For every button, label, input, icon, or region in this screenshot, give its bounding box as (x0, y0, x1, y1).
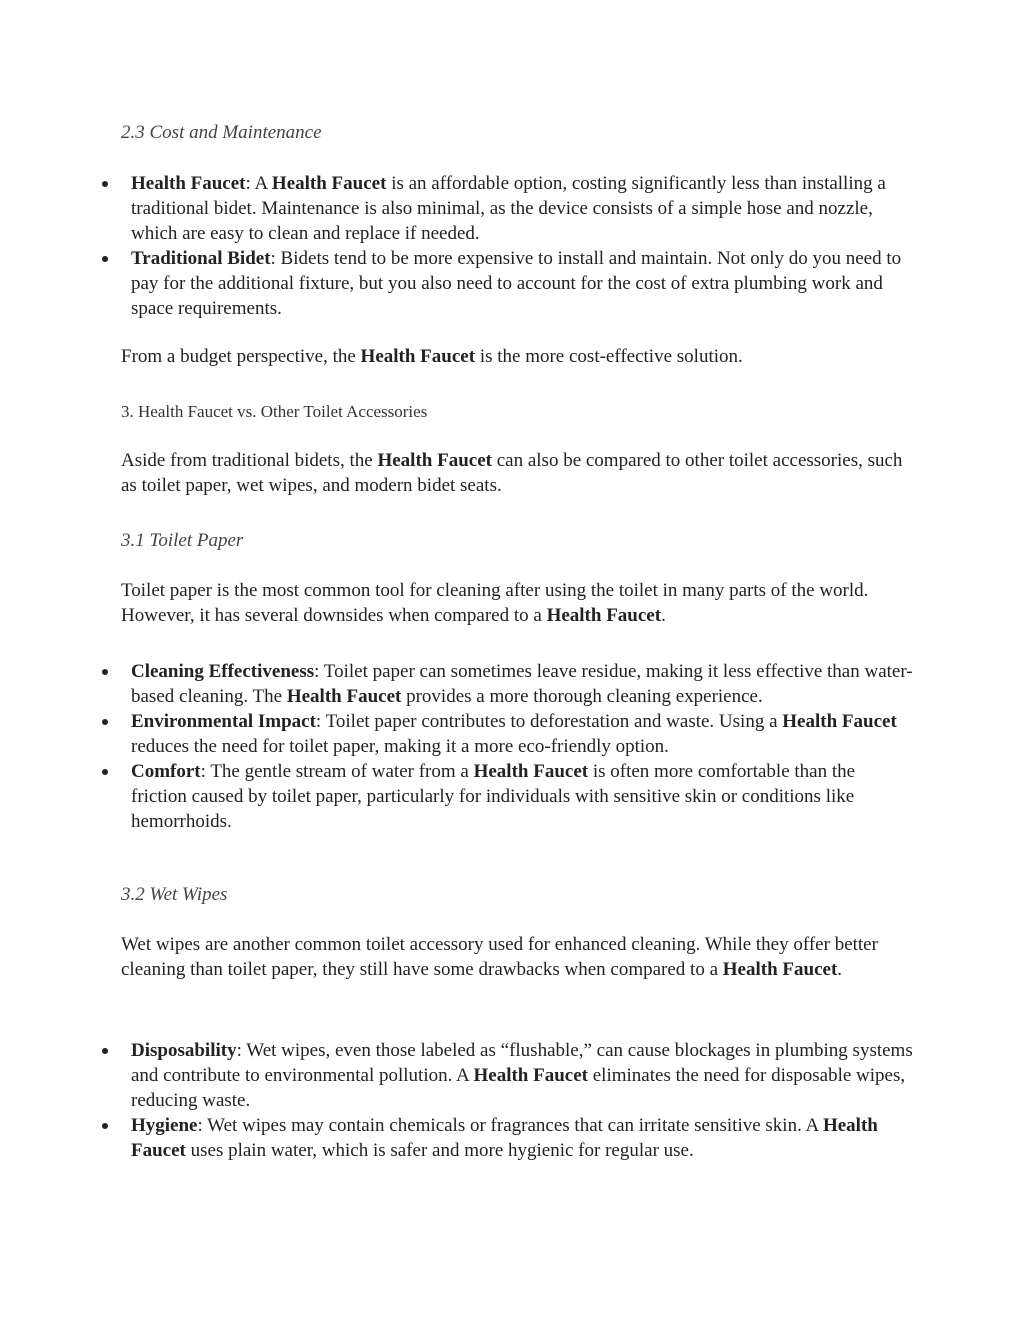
budget-paragraph (121, 344, 911, 369)
bullet-icon (102, 1123, 108, 1129)
term-bold: Health Faucet (722, 959, 838, 980)
term-bold: Health Faucet (377, 450, 492, 471)
term-bold: Health Faucet (473, 761, 589, 782)
toilet-paper-paragraph (121, 578, 911, 628)
heading-wet-wipes: 3.2 Wet Wipes (121, 884, 228, 905)
list-item (100, 246, 915, 321)
term: Health Faucet (131, 173, 246, 194)
term-bold: Health Faucet (782, 711, 897, 732)
bullet-icon (102, 181, 108, 187)
bullet-icon (102, 719, 108, 725)
text: Wet wipes are another common toilet accessory used for enhanced cleaning. While they offer better cleaning than toilet paper, they still have some drawbacks when compared to a (121, 934, 878, 980)
text: . (661, 605, 666, 626)
list-item (100, 1113, 915, 1163)
text: : Wet wipes may contain chemicals or fragrances that can irritate sensitive skin. A (197, 1115, 823, 1136)
text: : Toilet paper contributes to deforestation and waste. Using a (315, 711, 783, 732)
text: : Wet wipes, even those labeled as “flushable,” can cause blockages in plumbing systems and contribute to environmental pollution. A (131, 1040, 913, 1086)
term: Environmental Impact (131, 711, 316, 732)
term: Cleaning Effectiveness (131, 661, 315, 682)
bullet-icon (102, 256, 108, 262)
bullet-icon (102, 669, 108, 675)
text: provides a more thorough cleaning experience. (401, 686, 763, 707)
list-item (100, 709, 915, 759)
bullet-icon (102, 1048, 108, 1054)
text: uses plain water, which is safer and more hygienic for regular use. (185, 1140, 694, 1161)
toilet-paper-list (100, 659, 915, 834)
text: eliminates the need for disposable wipes, reducing waste. (131, 1065, 906, 1111)
heading-toilet-paper: 3.1 Toilet Paper (121, 530, 244, 551)
text: is the more cost-effective solution. (475, 346, 743, 367)
text: can also be compared to other toilet accessories, such as toilet paper, wet wipes, and modern bidet seats. (121, 450, 903, 496)
text: is an affordable option, costing significantly less than installing a traditional bidet. Maintenance is also minimal, as the device consists of a simple hose and nozzle, which are easy to clean and replace if needed. (131, 173, 886, 244)
wet-wipes-paragraph (121, 932, 911, 982)
text: is often more comfortable than the friction caused by toilet paper, particularly for individuals with sensitive skin or conditions like hemorrhoids. (131, 761, 856, 832)
list-item (100, 1038, 915, 1113)
text: : A (245, 173, 272, 194)
text: reduces the need for toilet paper, making it a more eco-friendly option. (131, 736, 669, 757)
term-bold: Health Faucet (131, 1115, 878, 1161)
cost-list (100, 171, 915, 321)
bullet-icon (102, 769, 108, 775)
list-item (100, 759, 915, 834)
wet-wipes-list (100, 1038, 915, 1163)
term: Traditional Bidet (131, 248, 271, 269)
text: Aside from traditional bidets, the (121, 450, 378, 471)
term-bold: Health Faucet (271, 173, 387, 194)
text: : The gentle stream of water from a (200, 761, 474, 782)
term-bold: Health Faucet (360, 346, 476, 367)
text: : Bidets tend to be more expensive to install and maintain. Not only do you need to pay for the additional fixture, but you also need to account for the cost of extra plumbing work and space requirements. (131, 248, 902, 319)
term: Disposability (131, 1040, 237, 1061)
text: Toilet paper is the most common tool for cleaning after using the toilet in many parts of the world. However, it has several downsides when compared to a (121, 580, 869, 626)
aside-paragraph (121, 448, 911, 498)
list-item (100, 659, 915, 709)
term-bold: Health Faucet (473, 1065, 588, 1086)
term-bold: Health Faucet (286, 686, 402, 707)
heading-cost-maintenance: 2.3 Cost and Maintenance (121, 122, 322, 143)
text: From a budget perspective, the (121, 346, 361, 367)
term: Comfort (131, 761, 201, 782)
term-bold: Health Faucet (546, 605, 662, 626)
heading-section-3: 3. Health Faucet vs. Other Toilet Accessories (121, 402, 428, 421)
list-item (100, 171, 915, 246)
text: . (837, 959, 843, 980)
term: Hygiene (131, 1115, 198, 1136)
text: : Toilet paper can sometimes leave residue, making it less effective than water-based cleaning. The (131, 661, 913, 707)
